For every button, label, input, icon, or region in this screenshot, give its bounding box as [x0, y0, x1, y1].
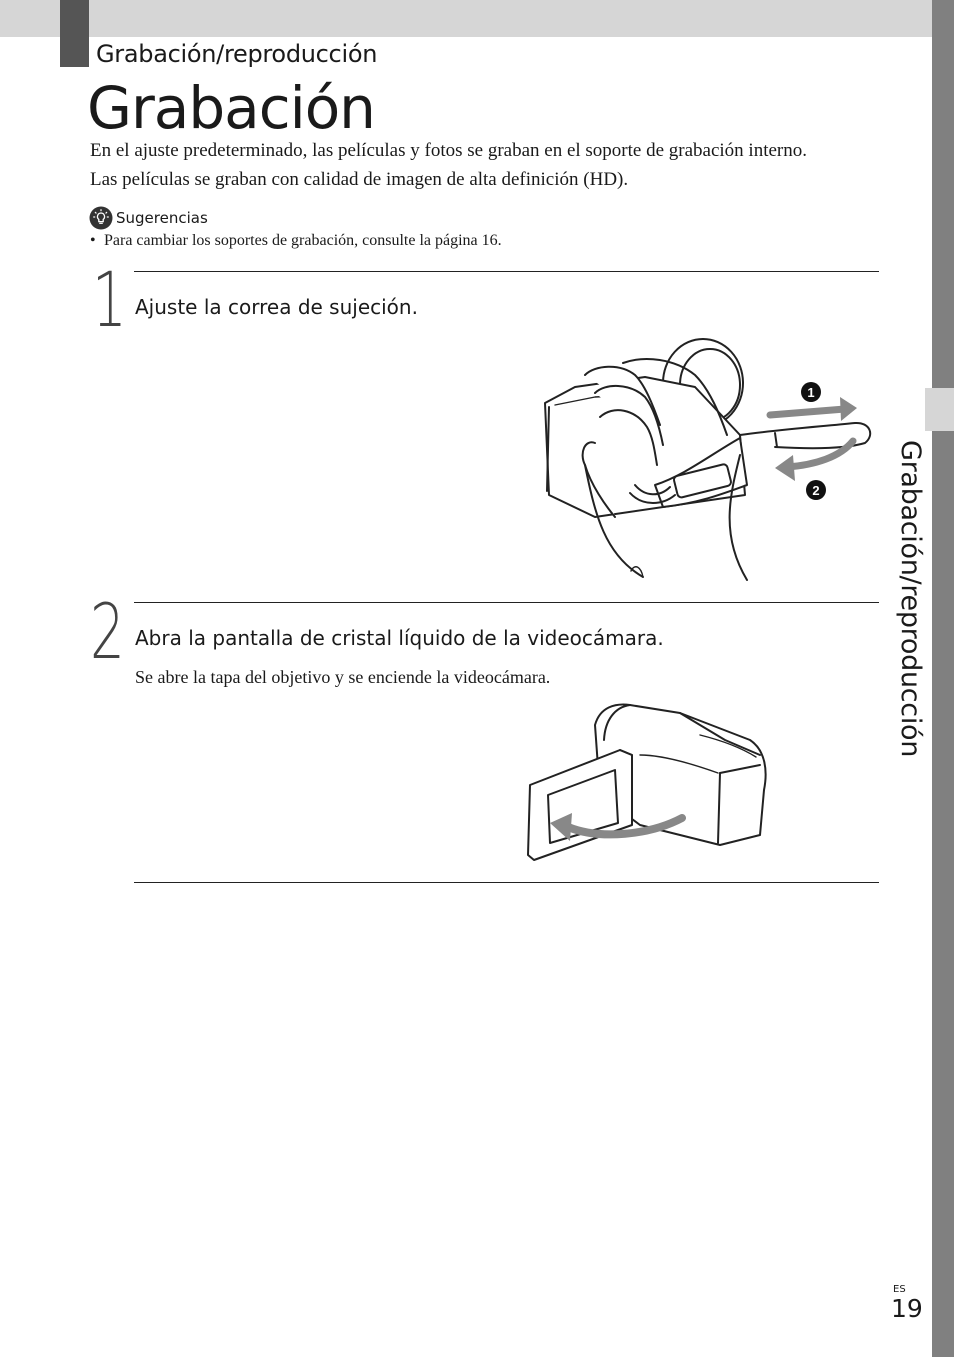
tip-item	[90, 232, 502, 250]
page-title: Grabación	[87, 74, 375, 142]
step-title: Abra la pantalla de cristal líquido de la videocámara.	[135, 626, 664, 650]
side-tab-label: Grabación/reproducción	[895, 440, 926, 758]
grip-belt-illustration	[535, 335, 880, 585]
step-number: 2	[90, 587, 125, 676]
tips-heading-label: Sugerencias	[116, 209, 208, 227]
intro-line: En el ajuste predeterminado, las películas y fotos se graban en el soporte de grabación interno.	[90, 140, 807, 161]
side-strip	[932, 0, 954, 1357]
page-number: 19	[891, 1294, 923, 1323]
step-title: Ajuste la correa de sujeción.	[135, 295, 418, 319]
section-header: Grabación/reproducción	[96, 40, 378, 68]
intro-text	[90, 136, 890, 194]
step-divider	[134, 602, 879, 603]
header-band	[0, 0, 932, 37]
side-tab-marker	[925, 388, 954, 431]
step-number: 1	[92, 255, 127, 344]
step-divider	[134, 271, 879, 272]
tips-heading	[89, 206, 208, 230]
callout-2: 2	[812, 483, 820, 498]
callout-1: 1	[807, 385, 815, 400]
tip-bullet: •	[90, 232, 96, 249]
header-marker-block	[60, 0, 89, 67]
intro-line: Las películas se graban con calidad de imagen de alta definición (HD).	[90, 169, 629, 190]
tip-text: Para cambiar los soportes de grabación, consulte la página 16.	[104, 232, 502, 249]
lcd-open-illustration	[520, 695, 775, 865]
step-description: Se abre la tapa del objetivo y se enciende la videocámara.	[135, 667, 551, 687]
page-language: ES	[893, 1284, 906, 1295]
lightbulb-icon	[89, 206, 113, 230]
section-end-divider	[134, 882, 879, 883]
